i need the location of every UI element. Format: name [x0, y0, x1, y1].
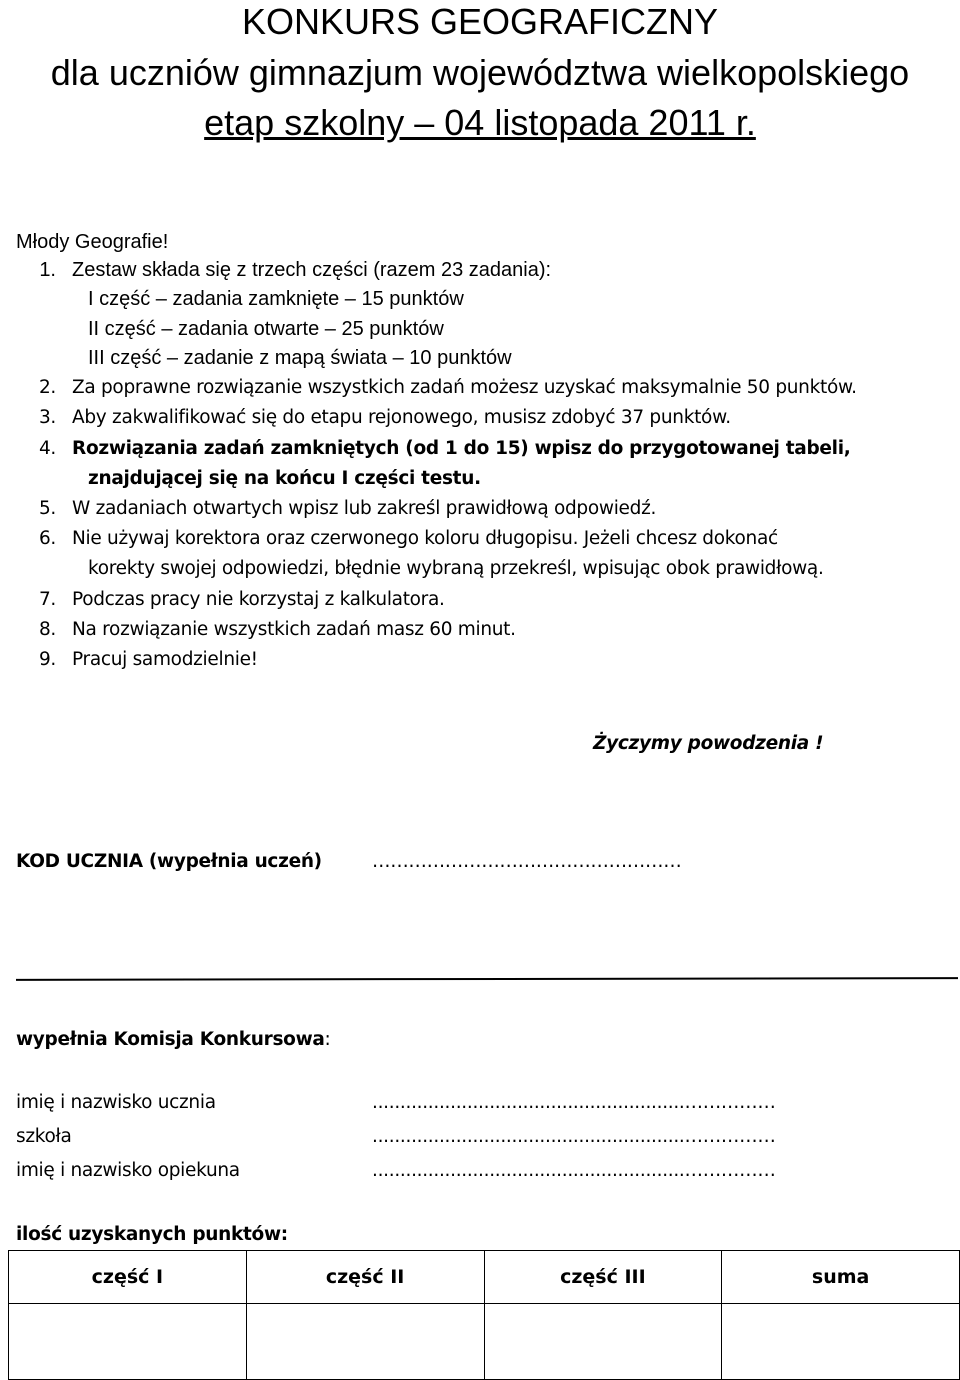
- instruction-4: [16, 436, 850, 462]
- instruction-8: [16, 617, 516, 643]
- instruction-number: 6.: [38, 528, 56, 549]
- points-table-entry-row: [9, 1304, 960, 1380]
- instruction-5: [16, 496, 656, 522]
- instruction-number: 3.: [38, 407, 56, 428]
- instruction-text: Rozwiązania zadań zamkniętych (od 1 do 15) wpisz do przygotowanej tabeli,: [72, 438, 851, 459]
- contest-title: KONKURS GEOGRAFICZNY: [241, 1, 719, 42]
- instruction-number: 5.: [38, 498, 56, 519]
- instruction-4-continued: znajdującej się na końcu I części testu.: [88, 468, 481, 489]
- points-cell-part-1[interactable]: [9, 1304, 247, 1380]
- points-column-part-2: część II: [246, 1251, 484, 1304]
- commission-heading-text: wypełnia Komisja Konkursowa: [16, 1029, 325, 1050]
- instruction-text: Nie używaj korektora oraz czerwonego koloru długopisu. Jeżeli chcesz dokonać: [72, 528, 778, 549]
- instruction-3: [16, 405, 731, 431]
- greeting: Młody Geografie!: [16, 231, 169, 253]
- points-column-part-3: część III: [484, 1251, 722, 1304]
- instruction-text: Aby zakwalifikować się do etapu rejonowego, musisz zdobyć 37 punktów.: [72, 407, 731, 428]
- points-cell-part-2[interactable]: [246, 1304, 484, 1380]
- points-column-part-1: część I: [9, 1251, 247, 1304]
- points-heading: ilość uzyskanych punktów:: [16, 1224, 288, 1245]
- instruction-number: 8.: [38, 619, 56, 640]
- points-column-sum: suma: [722, 1251, 960, 1304]
- commission-heading-colon: :: [324, 1029, 331, 1050]
- contest-stage-date: etap szkolny – 04 listopada 2011 r.: [204, 102, 756, 143]
- stage-line: [0, 101, 960, 145]
- divider-line: [16, 977, 958, 981]
- school-field[interactable]: ........................................................……………: [372, 1126, 776, 1147]
- supervisor-name-label: imię i nazwisko opiekuna: [16, 1160, 240, 1181]
- instruction-number: 9.: [38, 649, 56, 670]
- good-luck-wish: Życzymy powodzenia !: [593, 733, 824, 754]
- instruction-1-part-2: II część – zadania otwarte – 25 punktów: [88, 318, 444, 340]
- student-name-label: imię i nazwisko ucznia: [16, 1092, 216, 1113]
- commission-heading: [16, 1027, 330, 1053]
- instruction-text: Pracuj samodzielnie!: [72, 649, 258, 670]
- instruction-1-part-1: I część – zadania zamknięte – 15 punktów: [88, 288, 464, 310]
- instruction-text: Na rozwiązanie wszystkich zadań masz 60 minut.: [72, 619, 516, 640]
- instruction-6: [16, 526, 778, 552]
- student-code-field[interactable]: ……………………………………………: [372, 851, 682, 872]
- instruction-number: 7.: [38, 589, 56, 610]
- points-cell-sum[interactable]: [722, 1304, 960, 1380]
- instruction-1: [16, 257, 551, 283]
- supervisor-name-field[interactable]: ........................................................……………: [372, 1160, 776, 1181]
- instruction-text: W zadaniach otwartych wpisz lub zakreśl prawidłową odpowiedź.: [72, 498, 657, 519]
- student-code-label: KOD UCZNIA (wypełnia uczeń): [16, 851, 322, 872]
- instruction-2: [16, 375, 857, 401]
- instruction-number: 4.: [38, 438, 56, 459]
- student-name-field[interactable]: ........................................................……………: [372, 1092, 776, 1113]
- instruction-text: Za poprawne rozwiązanie wszystkich zadań możesz uzyskać maksymalnie 50 punktów.: [72, 377, 857, 398]
- instruction-text: Podczas pracy nie korzystaj z kalkulatora.: [72, 589, 445, 610]
- instruction-6-continued: korekty swojej odpowiedzi, błędnie wybraną przekreśl, wpisując obok prawidłową.: [88, 558, 824, 579]
- points-table: [8, 1250, 960, 1380]
- instruction-9: [16, 647, 258, 673]
- contest-subtitle: dla uczniów gimnazjum województwa wielkopolskiego: [50, 52, 910, 93]
- instruction-1-part-3: III część – zadanie z mapą świata – 10 punktów: [88, 347, 512, 369]
- school-label: szkoła: [16, 1126, 72, 1147]
- instruction-number: 2.: [38, 377, 56, 398]
- instruction-number: 1.: [39, 259, 56, 281]
- instruction-7: [16, 587, 445, 613]
- instruction-text: Zestaw składa się z trzech części (razem 23 zadania):: [72, 259, 552, 281]
- points-table-header-row: [9, 1251, 960, 1304]
- points-cell-part-3[interactable]: [484, 1304, 722, 1380]
